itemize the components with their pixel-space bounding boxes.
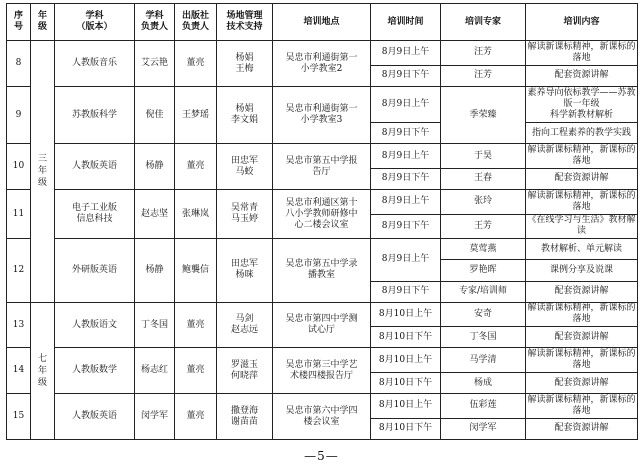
content-cell: 《在线学习与生活》教材解读	[526, 214, 638, 238]
header-expert: 培训专家	[441, 4, 526, 41]
publisher-lead-cell: 董亮	[175, 41, 217, 87]
time-cell: 8月10日下午	[371, 327, 441, 348]
time-cell: 8月9日下午	[371, 65, 441, 86]
subject-cell: 苏教版科学	[55, 86, 135, 143]
header-seq: 序 号	[7, 4, 31, 41]
header-subject: 学科 （版本）	[55, 4, 135, 41]
subject-lead-cell: 赵志坚	[135, 190, 175, 239]
expert-cell: 季荣臻	[441, 86, 526, 143]
row-number: 8	[7, 41, 31, 87]
row-number: 15	[7, 394, 31, 440]
content-cell: 素养导向依标教学——苏教版一年级 科学新教材解析	[526, 86, 638, 122]
expert-cell: 于昊	[441, 144, 526, 168]
expert-cell: 汪芳	[441, 65, 526, 86]
header-subject-lead: 学科 负责人	[135, 4, 175, 41]
content-cell: 指向工程素养的教学实践	[526, 123, 638, 144]
subject-cell: 外研版英语	[55, 238, 135, 302]
expert-cell: 张玲	[441, 190, 526, 214]
venue-support-cell: 杨娟 王梅	[217, 41, 273, 87]
content-cell: 解读新课标精神，新课标的落地	[526, 348, 638, 372]
content-cell: 配套资源讲解	[526, 372, 638, 393]
venue-support-cell: 撒登海 谢苗苗	[217, 394, 273, 440]
table-row	[7, 302, 638, 326]
subject-cell: 人教版语文	[55, 302, 135, 348]
grade-cell: 三 年 级	[31, 41, 55, 303]
subject-lead-cell: 杨静	[135, 238, 175, 302]
venue-support-cell: 田忠军 马蛟	[217, 144, 273, 190]
content-cell: 配套资源讲解	[526, 327, 638, 348]
publisher-lead-cell: 董亮	[175, 302, 217, 348]
content-cell: 配套资源讲解	[526, 168, 638, 189]
content-cell: 课例分享及说课	[526, 260, 638, 281]
time-cell: 8月9日下午	[371, 281, 441, 302]
row-number: 14	[7, 348, 31, 394]
expert-cell: 汪芳	[441, 41, 526, 65]
subject-cell: 人教版音乐	[55, 41, 135, 87]
table-row	[7, 190, 638, 214]
expert-cell: 闵学军	[441, 418, 526, 439]
content-cell: 教材解析、单元解读	[526, 238, 638, 259]
time-cell: 8月10日下午	[371, 372, 441, 393]
row-number: 11	[7, 190, 31, 239]
expert-cell: 莫莺燕	[441, 238, 526, 259]
time-cell: 8月9日上午	[371, 238, 441, 281]
publisher-lead-cell: 董亮	[175, 348, 217, 394]
content-cell: 配套资源讲解	[526, 281, 638, 302]
expert-cell: 马学清	[441, 348, 526, 372]
page-number: —5—	[304, 449, 339, 463]
venue-support-cell: 杨娟 李文娟	[217, 86, 273, 143]
table-row	[7, 348, 638, 372]
subject-lead-cell: 倪佳	[135, 86, 175, 143]
venue-support-cell: 吴常青 马玉婷	[217, 190, 273, 239]
table-row	[7, 144, 638, 168]
content-cell: 解读新课标精神，新课标的落地	[526, 394, 638, 418]
subject-cell: 人教版英语	[55, 394, 135, 440]
time-cell: 8月9日上午	[371, 86, 441, 122]
table-row	[7, 86, 638, 122]
table-row	[7, 394, 638, 418]
time-cell: 8月9日上午	[371, 41, 441, 65]
header-content: 培训内容	[526, 4, 638, 41]
expert-cell: 伍彩莲	[441, 394, 526, 418]
expert-cell: 王芳	[441, 214, 526, 238]
venue-support-cell: 田忠军 杨咪	[217, 238, 273, 302]
venue-support-cell: 罗滋玉 何晓萍	[217, 348, 273, 394]
table-row	[7, 238, 638, 259]
grade-cell: 七 年 级	[31, 302, 55, 439]
row-number: 10	[7, 144, 31, 190]
content-cell: 配套资源讲解	[526, 65, 638, 86]
publisher-lead-cell: 鲍襲信	[175, 238, 217, 302]
header-publisher-lead: 出版社 负责人	[175, 4, 217, 41]
subject-lead-cell: 丁冬国	[135, 302, 175, 348]
publisher-lead-cell: 王梦瑶	[175, 86, 217, 143]
publisher-lead-cell: 董亮	[175, 394, 217, 440]
location-cell: 吴忠市第三中学艺 术楼四楼报告厅	[273, 348, 371, 394]
row-number: 12	[7, 238, 31, 302]
header-row	[7, 4, 638, 41]
header-location: 培训地点	[273, 4, 371, 41]
time-cell: 8月10日上午	[371, 302, 441, 326]
time-cell: 8月9日上午	[371, 190, 441, 214]
content-cell: 解读新课标精神，新课标的落地	[526, 190, 638, 214]
table-row	[7, 41, 638, 65]
time-cell: 8月10日下午	[371, 418, 441, 439]
time-cell: 8月9日下午	[371, 214, 441, 238]
expert-cell: 王春	[441, 168, 526, 189]
location-cell: 吴忠市第六中学四 楼会议室	[273, 394, 371, 440]
row-number: 9	[7, 86, 31, 143]
location-cell: 吴忠市利通区第十 八小学教师研修中 心二楼会议室	[273, 190, 371, 239]
location-cell: 吴忠市利通街第一 小学教室3	[273, 86, 371, 143]
expert-cell: 罗艳晖	[441, 260, 526, 281]
subject-cell: 人教版英语	[55, 144, 135, 190]
time-cell: 8月9日下午	[371, 168, 441, 189]
expert-cell: 安奇	[441, 302, 526, 326]
location-cell: 吴忠市第五中学录 播教室	[273, 238, 371, 302]
row-number: 13	[7, 302, 31, 348]
training-schedule-table	[6, 3, 638, 440]
location-cell: 吴忠市第五中学报 告厅	[273, 144, 371, 190]
content-cell: 配套资源讲解	[526, 418, 638, 439]
venue-support-cell: 马剑 赵志远	[217, 302, 273, 348]
time-cell: 8月10日上午	[371, 394, 441, 418]
header-grade: 年 级	[31, 4, 55, 41]
expert-cell: 杨成	[441, 372, 526, 393]
publisher-lead-cell: 董亮	[175, 144, 217, 190]
header-time: 培训时间	[371, 4, 441, 41]
expert-cell: 丁冬国	[441, 327, 526, 348]
subject-cell: 人教版数学	[55, 348, 135, 394]
time-cell: 8月9日下午	[371, 123, 441, 144]
subject-lead-cell: 杨志红	[135, 348, 175, 394]
subject-cell: 电子工业版 信息科技	[55, 190, 135, 239]
publisher-lead-cell: 张琳岚	[175, 190, 217, 239]
content-cell: 解读新课标精神，新课标的落地	[526, 144, 638, 168]
header-venue-support: 场地管理 技术支持	[217, 4, 273, 41]
content-cell: 解读新课标精神，新课标的落地	[526, 41, 638, 65]
expert-cell: 专家/培训师	[441, 281, 526, 302]
location-cell: 吴忠市利通街第一 小学教室2	[273, 41, 371, 87]
location-cell: 吴忠市第四中学测 试心厅	[273, 302, 371, 348]
subject-lead-cell: 杨静	[135, 144, 175, 190]
content-cell: 解读新课标精神，新课标的落地	[526, 302, 638, 326]
time-cell: 8月9日上午	[371, 144, 441, 168]
subject-lead-cell: 艾云艳	[135, 41, 175, 87]
subject-lead-cell: 闵学军	[135, 394, 175, 440]
time-cell: 8月10日上午	[371, 348, 441, 372]
